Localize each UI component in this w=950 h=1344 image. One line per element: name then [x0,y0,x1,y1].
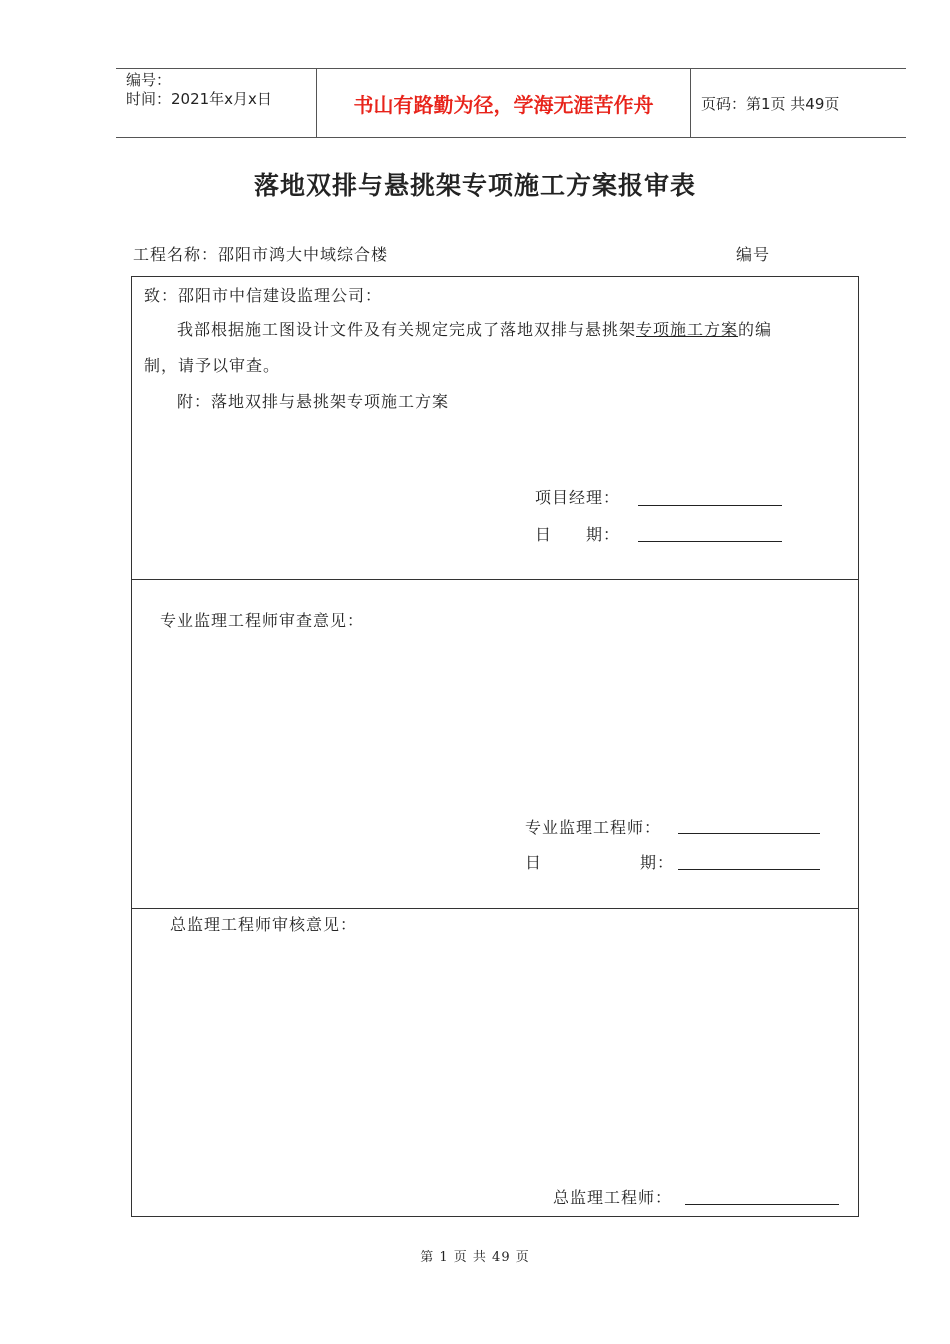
page-header [116,68,906,138]
body-text: 的编 [738,320,773,339]
review-opinion-label: 专业监理工程师审查意见： [160,611,365,630]
header-divider [690,69,691,137]
document-title: 落地双排与悬挑架专项施工方案报审表 [253,171,696,200]
project-manager-label: 项目经理： [535,488,621,507]
serial-label: 编号： [126,71,172,89]
review-section [131,578,859,909]
header-motto: 书山有路勤为径，学海无涯苦作舟 [353,92,654,117]
submission-body-line1 [177,317,772,340]
chief-engineer-label: 总监理工程师： [553,1188,673,1207]
header-left-cell [116,69,316,137]
submission-date-line[interactable] [638,541,782,542]
submission-body-line2: 制，请予以审查。 [144,356,281,375]
engineer-signature-line[interactable] [678,833,820,834]
approval-opinion-label: 总监理工程师审核意见： [170,915,358,934]
time-text: 时间：2021年x月x日 [126,90,272,108]
addressee-line: 致：邵阳市中信建设监理公司： [144,286,383,305]
review-date-label-b: 期： [640,853,675,872]
project-manager-signature-line[interactable] [638,505,782,506]
header-page-number: 页码：第1页 共49页 [701,94,840,113]
page-footer: 第 1 页 共 49 页 [420,1250,530,1265]
review-date-line[interactable] [678,869,820,870]
body-underlined-text: 专项施工方案 [636,320,739,339]
approval-section [131,908,859,1217]
engineer-label: 专业监理工程师： [525,818,662,837]
review-date-label-a: 日 [525,853,543,872]
project-name: 工程名称：邵阳市鸿大中域综合楼 [133,245,389,264]
submission-date-label: 日 期： [535,525,621,544]
submission-section [131,276,859,580]
project-number-label: 编号 [736,245,771,264]
attachment-line: 附：落地双排与悬挑架专项施工方案 [177,392,450,411]
chief-engineer-signature-line[interactable] [685,1204,839,1205]
body-text: 我部根据施工图设计文件及有关规定完成了落地双排与悬挑架 [177,320,637,339]
